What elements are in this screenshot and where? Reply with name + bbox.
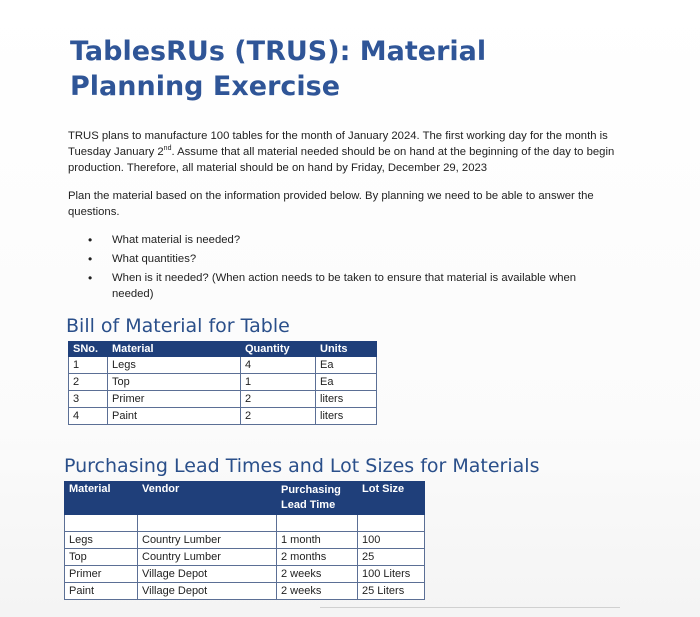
- question-text: What material is needed?: [112, 234, 241, 246]
- table-cell: [358, 515, 425, 532]
- column-header: Material: [65, 482, 138, 515]
- table-row: [65, 549, 425, 566]
- list-item: [88, 251, 618, 267]
- question-text: When is it needed? (When action needs to be taken to ensure that material is available when needed): [112, 272, 577, 300]
- table-cell: Country Lumber: [138, 549, 277, 566]
- title-line-2: Planning Exercise: [70, 71, 341, 102]
- table-cell: Paint: [108, 408, 241, 425]
- purchasing-table: [64, 481, 425, 600]
- column-header: Vendor: [138, 482, 277, 515]
- table-row: [65, 583, 425, 600]
- table-cell: 2: [241, 408, 316, 425]
- plan-paragraph: Plan the material based on the information provided below. By planning we need to be able to answer the questions.: [68, 190, 594, 218]
- table-row: [65, 566, 425, 583]
- bullet-icon: •: [88, 252, 93, 266]
- list-item: [88, 270, 618, 302]
- divider: [320, 607, 620, 608]
- column-header: Quantity: [241, 342, 316, 357]
- table-cell: 25: [358, 549, 425, 566]
- table-cell: Top: [108, 374, 241, 391]
- table-row: [65, 532, 425, 549]
- table-cell: Top: [65, 549, 138, 566]
- document-title: [70, 34, 630, 104]
- table-cell: 2 months: [277, 549, 358, 566]
- table-row: [69, 374, 377, 391]
- table-row: [69, 357, 377, 374]
- title-line-1: TablesRUs (TRUS): Material: [70, 36, 487, 67]
- table-cell: Ea: [316, 374, 377, 391]
- table-cell: 1 month: [277, 532, 358, 549]
- bom-table: [68, 341, 377, 425]
- table-cell: Ea: [316, 357, 377, 374]
- table-cell: Village Depot: [138, 566, 277, 583]
- question-text: What quantities?: [112, 253, 197, 265]
- table-cell: 25 Liters: [358, 583, 425, 600]
- table-row: [69, 408, 377, 425]
- table-cell: [138, 515, 277, 532]
- table-cell: 2 weeks: [277, 566, 358, 583]
- bullet-icon: •: [88, 233, 93, 247]
- list-item: [88, 232, 618, 248]
- intro-superscript: nd: [163, 145, 172, 153]
- table-cell: Paint: [65, 583, 138, 600]
- column-header: SNo.: [69, 342, 108, 357]
- table-cell: 1: [241, 374, 316, 391]
- bullet-icon: •: [88, 271, 93, 285]
- table-cell: liters: [316, 391, 377, 408]
- table-row: [69, 391, 377, 408]
- questions-list: [88, 232, 618, 305]
- bom-heading: Bill of Material for Table: [66, 315, 290, 337]
- column-header: Lot Size: [358, 482, 425, 515]
- table-cell: Primer: [65, 566, 138, 583]
- table-cell: Legs: [108, 357, 241, 374]
- table-cell: 4: [69, 408, 108, 425]
- column-header: Purchasing Lead Time: [277, 482, 358, 515]
- column-header: Material: [108, 342, 241, 357]
- table-cell: Primer: [108, 391, 241, 408]
- table-cell: [65, 515, 138, 532]
- purchasing-heading: Purchasing Lead Times and Lot Sizes for Materials: [64, 455, 540, 477]
- table-header-row: [65, 482, 425, 515]
- table-cell: 100: [358, 532, 425, 549]
- table-cell: Country Lumber: [138, 532, 277, 549]
- table-cell: liters: [316, 408, 377, 425]
- table-cell: 2 weeks: [277, 583, 358, 600]
- table-header-row: [69, 342, 377, 357]
- table-cell: Village Depot: [138, 583, 277, 600]
- table-cell: 100 Liters: [358, 566, 425, 583]
- table-cell: Legs: [65, 532, 138, 549]
- intro-part-1: TRUS plans to manufacture 100 tables for the month of January 2024. The first working day for the month is Tuesday January 2: [68, 130, 608, 158]
- table-cell: 4: [241, 357, 316, 374]
- table-cell: 3: [69, 391, 108, 408]
- table-cell: 2: [69, 374, 108, 391]
- intro-part-2: . Assume that all material needed should be on hand at the beginning of the day to begin production. Therefore, all material should be on hand by Friday, December 29, 2023: [68, 146, 615, 174]
- column-header: Units: [316, 342, 377, 357]
- table-cell: [277, 515, 358, 532]
- intro-paragraph: [68, 128, 628, 176]
- table-cell: 1: [69, 357, 108, 374]
- table-row: [65, 515, 425, 532]
- table-cell: 2: [241, 391, 316, 408]
